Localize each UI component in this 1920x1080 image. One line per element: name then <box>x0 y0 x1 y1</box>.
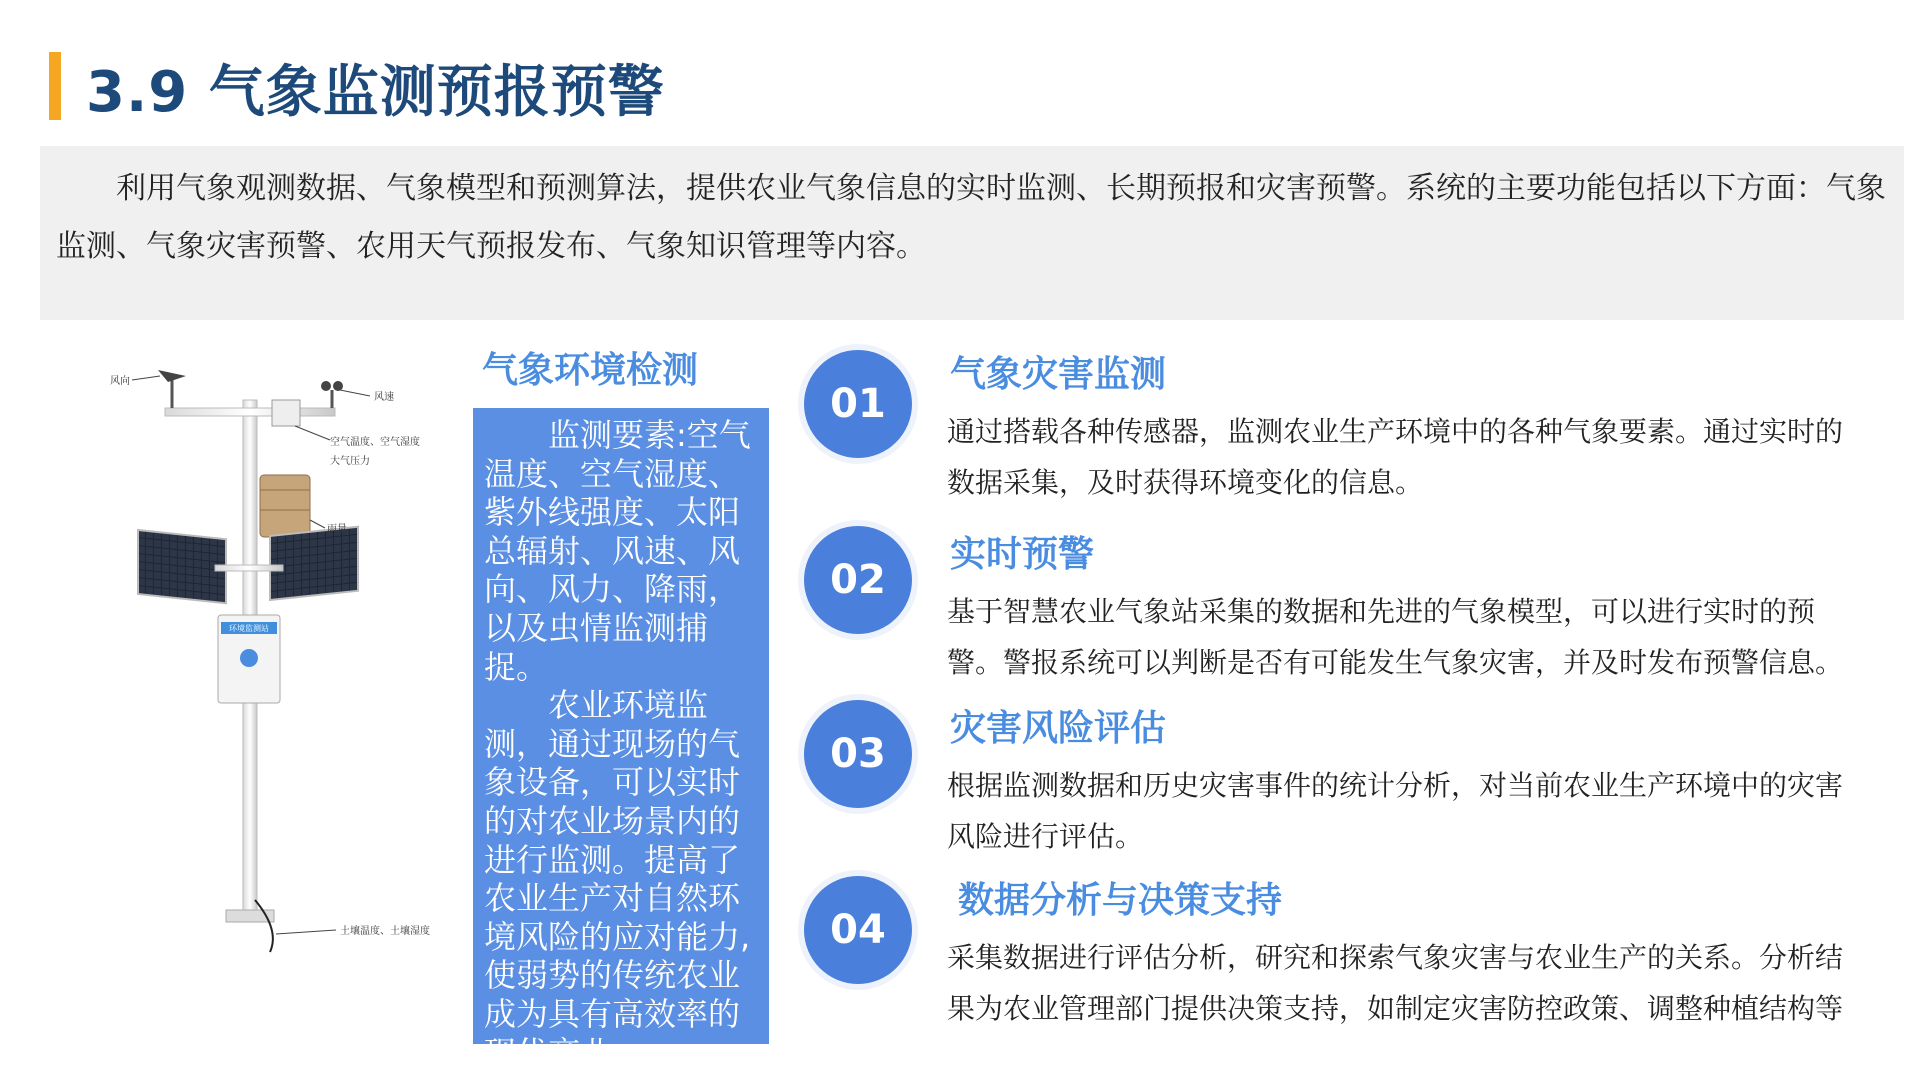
weather-station-image <box>40 340 460 980</box>
wind-vane-icon <box>158 370 186 408</box>
item-desc-03: 根据监测数据和历史灾害事件的统计分析，对当前农业生产环境中的灾害风险进行评估。 <box>947 769 1844 853</box>
item-title-02: 实时预警 <box>950 534 1095 575</box>
item-desc-04: 采集数据进行评估分析，研究和探索气象灾害与农业生产的关系。分析结果为农业管理部门提供决策支持，如制定灾害防控政策、调整种植结构等 <box>947 941 1844 1025</box>
item-desc-02: 基于智慧农业气象站采集的数据和先进的气象模型，可以进行实时的预警。警报系统可以判断是否有可能发生气象灾害，并及时发布预警信息。 <box>947 595 1844 679</box>
label-wind-speed: 风速 <box>374 392 394 403</box>
label-wind-direction: 风向 <box>110 376 130 387</box>
title-accent-bar <box>49 52 61 120</box>
env-paragraph-1: 监测要素:空气温度、空气湿度、紫外线强度、太阳总辐射、风速、风向、风力、降雨，以及虫情监测捕捉。 <box>484 416 751 686</box>
env-box <box>473 408 769 1072</box>
item-number-01: 01 <box>804 350 912 458</box>
label-rain: 雨量 <box>327 524 347 535</box>
page-title: 3.9 气象监测预报预警 <box>86 60 665 125</box>
item-number-03: 03 <box>804 700 912 808</box>
label-soil: 土壤温度、土壤湿度 <box>340 926 430 937</box>
item-desc-01: 通过搭载各种传感器，监测农业生产环境中的各种气象要素。通过实时的数据采集，及时获得环境变化的信息。 <box>947 415 1844 499</box>
env-title: 气象环境检测 <box>482 350 699 391</box>
label-pressure: 大气压力 <box>330 456 370 467</box>
intro-box <box>40 146 1904 320</box>
item-title-03: 灾害风险评估 <box>950 708 1167 749</box>
item-number-04: 04 <box>804 876 912 984</box>
item-title-01: 气象灾害监测 <box>950 354 1167 395</box>
item-number-02: 02 <box>804 526 912 634</box>
intro-text: 利用气象观测数据、气象模型和预测算法，提供农业气象信息的实时监测、长期预报和灾害预警。系统的主要功能包括以下方面：气象监测、气象灾害预警、农用天气预报发布、气象知识管理等内容。 <box>56 171 1886 264</box>
item-title-04: 数据分析与决策支持 <box>958 880 1283 921</box>
env-paragraph-2: 农业环境监测，通过现场的气象设备，可以实时的对农业场景内的进行监测。提高了农业生产对自然环境风险的应对能力,使弱势的传统农业成为具有高效率的现代产业。 <box>484 686 751 1072</box>
anemometer-icon <box>321 381 343 408</box>
label-temp-humidity: 空气温度、空气湿度 <box>330 437 420 448</box>
station-box-label: 环境监测站 <box>229 624 269 633</box>
